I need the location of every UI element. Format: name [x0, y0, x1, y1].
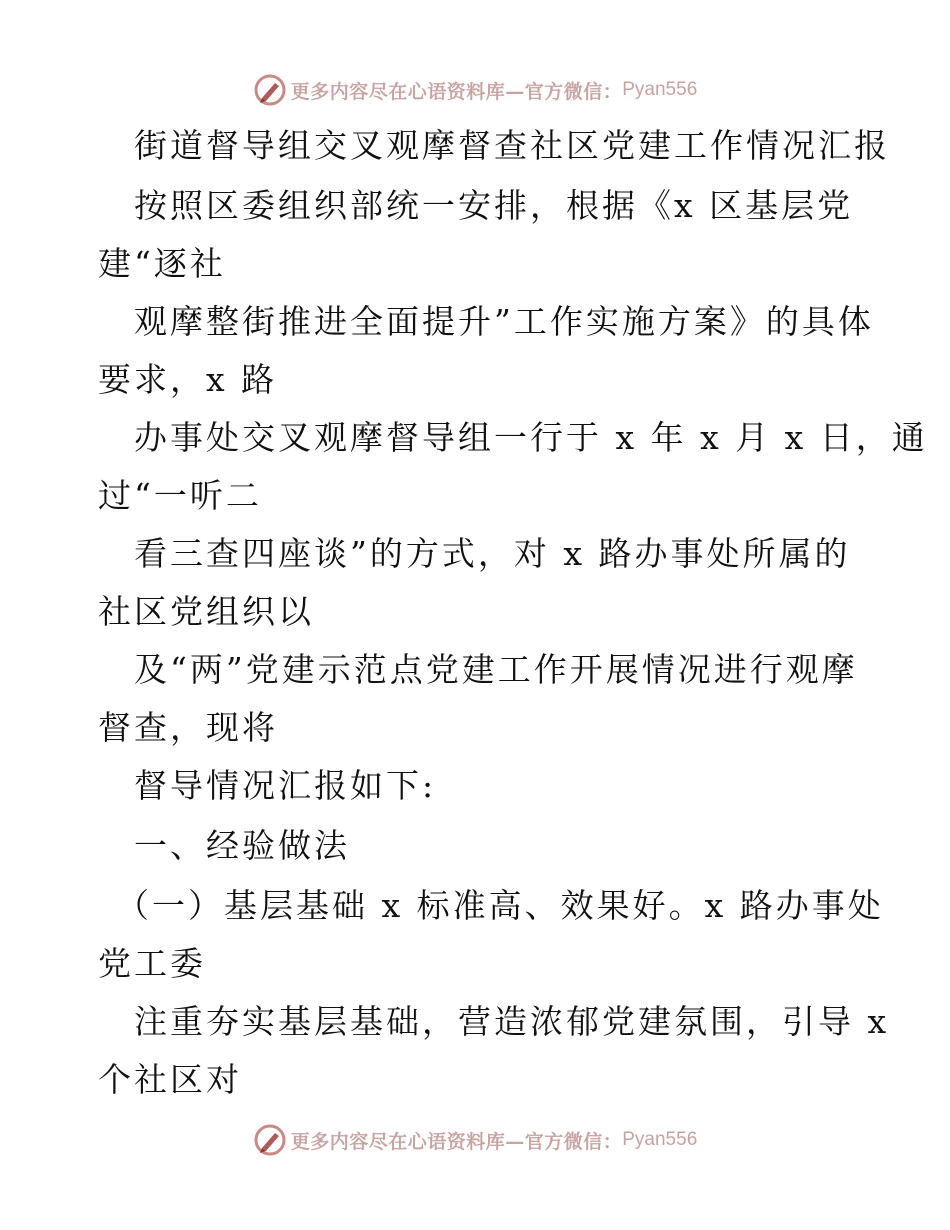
watermark-text: 更多内容尽在心语资料库—官方微信：	[290, 80, 623, 103]
body-line: 督导情况汇报如下:	[134, 766, 437, 805]
watermark-wechat-id: Pyan556	[622, 1129, 698, 1150]
body-line: 及“两”党建示范点党建工作开展情况进行观摩	[134, 650, 858, 689]
body-line: 党工委	[98, 944, 206, 983]
body-line: 个社区对	[98, 1060, 242, 1099]
body-line: 办事处交叉观摩督导组一行于 x 年 x 月 x 日，通	[134, 418, 928, 457]
section-heading: 一、经验做法	[134, 826, 350, 865]
body-line: 观摩整街推进全面提升”工作实施方案》的具体	[134, 302, 874, 341]
watermark-wechat-id: Pyan556	[622, 79, 698, 100]
document-title: 街道督导组交叉观摩督查社区党建工作情况汇报	[134, 126, 890, 165]
body-line: 过“一听二	[98, 476, 262, 515]
body-line: 要求，x 路	[98, 360, 278, 399]
body-line: 注重夯实基层基础，营造浓郁党建氛围，引导 x	[134, 1002, 890, 1041]
pen-logo-icon	[253, 1123, 287, 1157]
body-line: 建“逐社	[98, 244, 226, 283]
body-line: 督查，现将	[98, 708, 278, 747]
body-line: （一）基层基础 x 标准高、效果好。x 路办事处	[116, 886, 884, 925]
body-line: 看三查四座谈”的方式，对 x 路办事处所属的	[134, 534, 851, 573]
body-line: 按照区委组织部统一安排，根据《x 区基层党	[134, 186, 854, 225]
watermark-footer	[0, 1122, 950, 1158]
watermark-text: 更多内容尽在心语资料库—官方微信：	[290, 1130, 623, 1153]
body-line: 社区党组织以	[98, 592, 314, 631]
